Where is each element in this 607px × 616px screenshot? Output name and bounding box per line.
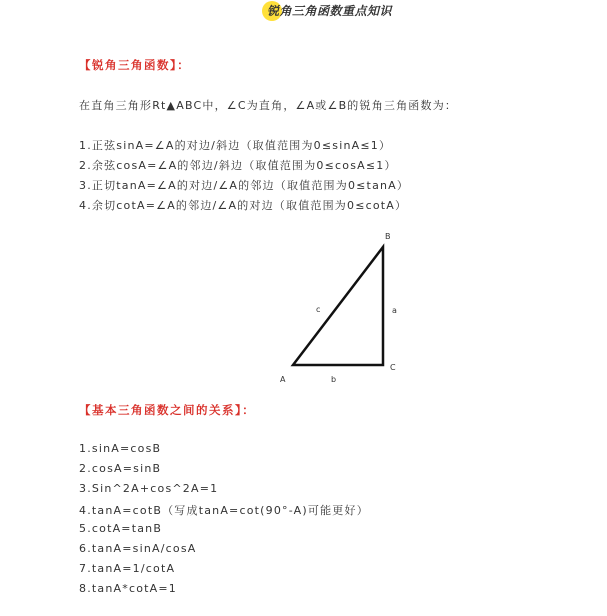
triangle-shape [293, 247, 383, 365]
relation-item: 3.Sin^2A+cos^2A=1 [79, 482, 219, 495]
side-label-a: a [392, 306, 397, 315]
relation-item: 7.tanA=1/cotA [79, 562, 176, 575]
relation-item: 8.tanA*cotA=1 [79, 582, 177, 595]
definition-item: 4.余切cotA=∠A的邻边/∠A的对边（取值范围为0≤cotA） [79, 199, 408, 212]
vertex-label-c: C [390, 363, 396, 372]
section-heading-relations: 【基本三角函数之间的关系】： [79, 403, 256, 417]
side-label-b: b [331, 375, 337, 384]
relation-item: 4.tanA=cotB（写成tanA=cot(90°-A)可能更好） [79, 504, 369, 517]
section-heading-acute-trig: 【锐角三角函数】： [79, 58, 191, 72]
definition-intro: 在直角三角形Rt▲ABC中，∠C为直角，∠A或∠B的锐角三角函数为： [79, 99, 458, 112]
relation-item: 6.tanA=sinA/cosA [79, 542, 197, 555]
side-label-c: c [316, 305, 321, 314]
vertex-label-b: B [385, 232, 391, 241]
definition-item: 1.正弦sinA=∠A的对边/斜边（取值范围为0≤sinA≤1） [79, 139, 392, 152]
relation-item: 2.cosA=sinB [79, 462, 162, 475]
definition-item: 2.余弦cosA=∠A的邻边/斜边（取值范围为0≤cosA≤1） [79, 159, 397, 172]
relation-item: 5.cotA=tanB [79, 522, 163, 535]
definition-item: 3.正切tanA=∠A的对边/∠A的邻边（取值范围为0≤tanA） [79, 179, 410, 192]
right-triangle-diagram [270, 225, 410, 390]
vertex-label-a: A [280, 375, 286, 384]
page-title-text: 锐角三角函数重点知识 [267, 4, 393, 18]
relation-item: 1.sinA=cosB [79, 442, 162, 455]
